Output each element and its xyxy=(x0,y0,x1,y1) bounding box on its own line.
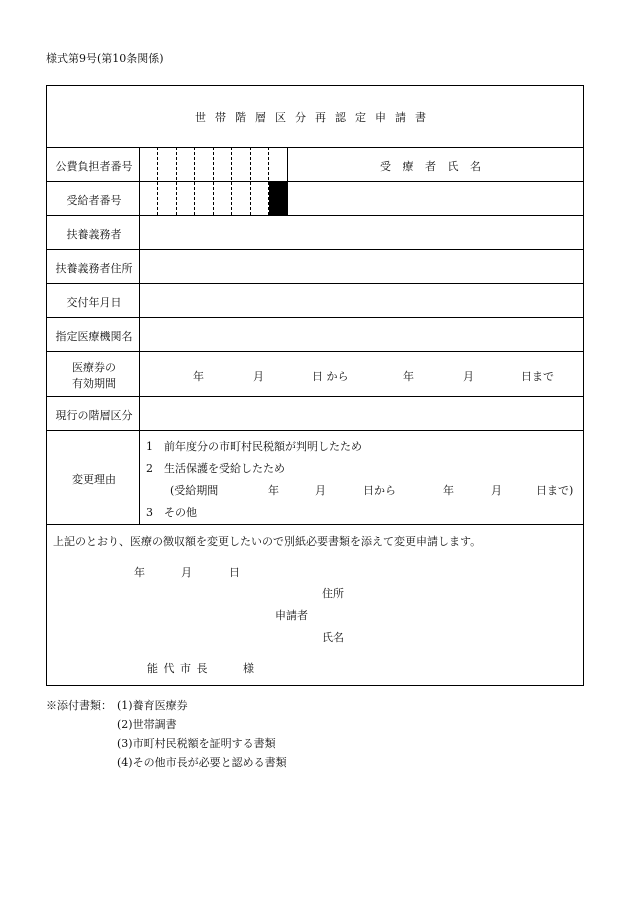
divider xyxy=(46,215,584,216)
reason-2-month2: 月 xyxy=(491,484,502,497)
divider xyxy=(46,351,584,352)
supporter-address-label: 扶養義務者住所 xyxy=(55,262,133,275)
validity-label-line2: 有効期間 xyxy=(72,377,116,390)
reason-2-period: (受給期間 xyxy=(170,484,219,497)
applicant-address-label: 住所 xyxy=(322,587,344,600)
digit-separator xyxy=(231,147,232,215)
reason-2-month1: 月 xyxy=(315,484,326,497)
divider xyxy=(46,181,584,182)
divider xyxy=(46,430,584,431)
reason-2-from: 日から xyxy=(363,484,396,497)
validity-year2: 年 xyxy=(403,370,414,383)
form-title: 世帯階層区分再認定申請書 xyxy=(195,111,435,124)
issue-date-label: 交付年月日 xyxy=(66,296,122,309)
reason-1: 1 前年度分の市町村民税額が判明したため xyxy=(146,440,362,453)
statement: 上記のとおり、医療の徴収額を変更したいので別紙必要書類を添えて変更申請します。 xyxy=(53,535,482,548)
divider xyxy=(46,317,584,318)
change-reason-label: 変更理由 xyxy=(72,473,116,486)
honorific: 様 xyxy=(243,662,254,675)
recipient-number-label: 受給者番号 xyxy=(66,194,122,207)
validity-from: 日 から xyxy=(312,370,349,383)
institution-label: 指定医療機関名 xyxy=(55,330,133,343)
validity-month2: 月 xyxy=(463,370,474,383)
digit-separator xyxy=(157,147,158,215)
attachment-item: (3)市町村民税額を証明する書類 xyxy=(117,737,276,750)
attachment-item: (2)世帯調書 xyxy=(117,718,177,731)
date-day: 日 xyxy=(229,566,240,579)
digit-separator xyxy=(176,147,177,215)
attachment-item: (1)養育医療券 xyxy=(117,699,188,712)
validity-until: 日まで xyxy=(521,370,554,383)
date-year: 年 xyxy=(134,566,145,579)
supporter-label: 扶養義務者 xyxy=(66,228,122,241)
public-payer-label: 公費負担者番号 xyxy=(55,160,133,173)
reason-3: 3 その他 xyxy=(146,506,197,519)
divider xyxy=(46,147,584,148)
recipient-name-header: 受 療 者 氏 名 xyxy=(380,160,485,173)
reason-2-until: 日まで) xyxy=(536,484,574,497)
digit-separator xyxy=(213,147,214,215)
divider xyxy=(46,524,584,525)
divider xyxy=(46,283,584,284)
digit-separator xyxy=(194,147,195,215)
attachments-header: ※添付書類： xyxy=(46,699,112,712)
validity-label-line1: 医療券の xyxy=(72,361,116,374)
divider xyxy=(46,249,584,250)
check-digit-box xyxy=(269,182,287,215)
applicant-name-label: 氏名 xyxy=(322,631,344,644)
divider xyxy=(46,396,584,397)
reason-2-year2: 年 xyxy=(443,484,454,497)
digit-box-divider xyxy=(287,147,288,215)
form-number: 様式第9号(第10条関係) xyxy=(46,52,164,65)
date-month: 月 xyxy=(181,566,192,579)
attachment-item: (4)その他市長が必要と認める書類 xyxy=(117,756,287,769)
addressee: 能 代 市 長 xyxy=(147,662,209,675)
reason-2-year1: 年 xyxy=(268,484,279,497)
validity-month1: 月 xyxy=(253,370,264,383)
validity-year1: 年 xyxy=(193,370,204,383)
applicant-label: 申請者 xyxy=(275,609,308,622)
current-class-label: 現行の階層区分 xyxy=(55,409,133,422)
reason-2: 2 生活保護を受給したため xyxy=(146,462,285,475)
digit-separator xyxy=(250,147,251,215)
